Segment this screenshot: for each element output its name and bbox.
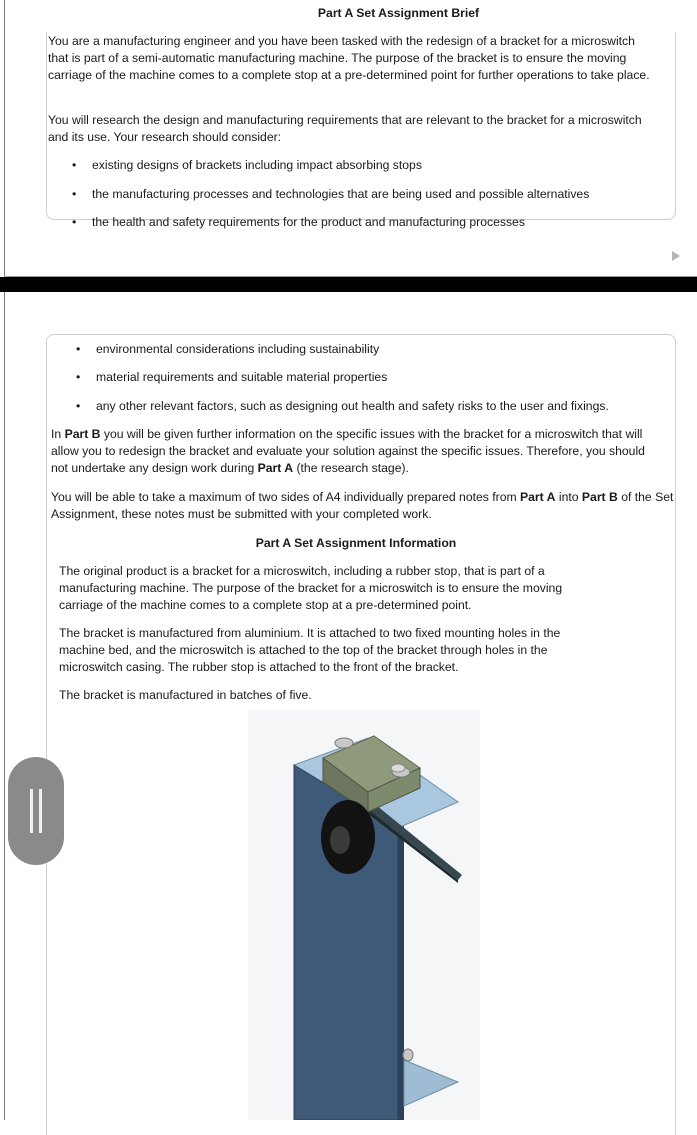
- play-arrow-icon[interactable]: [672, 251, 680, 261]
- bracket-illustration: [248, 710, 480, 1120]
- brief-paragraph-1: You are a manufacturing engineer and you have been tasked with the redesign of a bracket for a microswitch that is part of a semi-automatic manufacturing machine. The purpose of the bracket is to ensure the moving carriage of the machine comes to a complete stop at a pre-determined point for further operations to take place.: [48, 34, 650, 82]
- info-paragraph-3: The bracket is manufactured in batches of five.: [59, 688, 312, 702]
- part-b-paragraph: In Part B you will be given further information on the specific issues with the bracket for a microswitch that will allow you to redesign the bracket and evaluate your solution against the specific issues. Therefore, you should not undertake any design work during Part A (the research stage).: [51, 427, 645, 475]
- page-frame-left: [4, 0, 5, 277]
- brief-paragraph-2: You will research the design and manufacturing requirements that are relevant to the bracket for a microswitch and its use. Your research should consider:: [48, 113, 642, 144]
- page-separator: [0, 277, 697, 292]
- info-paragraph-1: The original product is a bracket for a microswitch, including a rubber stop, that is part of a manufacturing machine. The purpose of the bracket for a microswitch is to ensure the moving carriage of the machine comes to a complete stop at a pre-determined point.: [59, 564, 563, 612]
- information-title: Part A Set Assignment Information: [255, 536, 457, 550]
- brief-title: Part A Set Assignment Brief: [317, 6, 480, 20]
- scroll-handle-icon[interactable]: [8, 757, 64, 865]
- page-frame-left-2: [4, 292, 5, 1120]
- notes-paragraph: You will be able to take a maximum of two sides of A4 individually prepared notes from Part A into Part B of the Set Assignment, these notes must be submitted with your completed work.: [51, 490, 674, 521]
- info-paragraph-2: The bracket is manufactured from aluminium. It is attached to two fixed mounting holes in the machine bed, and the microswitch is attached to the top of the bracket through holes in the microswitch casing. The rubber stop is attached to the front of the bracket.: [59, 626, 561, 674]
